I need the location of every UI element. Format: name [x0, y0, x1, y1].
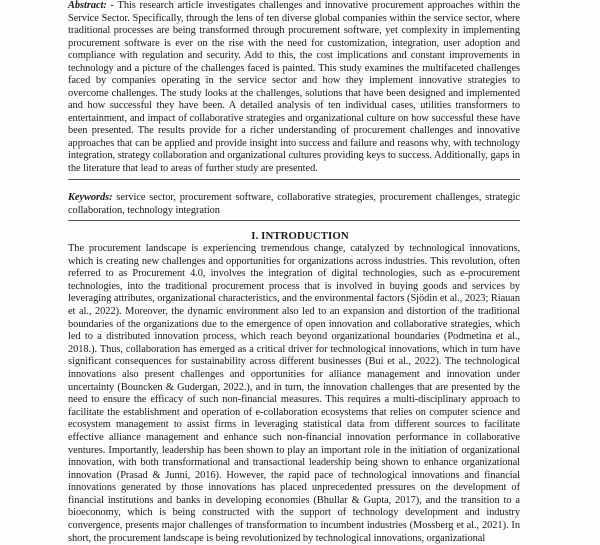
abstract-paragraph: [68, 0, 520, 175]
keywords-block: [68, 192, 520, 221]
abstract-block: [68, 0, 520, 180]
abstract-text: This research article investigates challenges and innovative procurement approaches within the Service Sector. Specifically, through the lens of ten diverse global companies within the service sector, where traditional processes are being transformed through procurement software, yet complexity in implementing procurement software is ever on the rise with the need for customization, integration, user adoption and compliance with regulation and security. Add to this, the cost implications and constant improvements in technology and a picture of the challenges faced is painted. This study examines the multifaceted challenges faced by companies operating in the service sector and how they implement innovative strategies to overcome challenges. The study looks at the challenges, solutions that have been designed and implemented and how successful they have been. A detailed analysis of ten individual cases, utilities transformers to entertainment, and impact of collaborative strategies and organizational culture on how successful these have been presented. The results provide for a richer understanding of procurement challenges and innovative approaches that can be applied and provide insight into success and failure and reasons why, with technology integration, strategy collaboration and organizational cultures providing keys to success. Additionally, gaps in the literature that lead to areas of further study are presented.: [68, 0, 521, 174]
keywords-text: service sector, procurement software, collaborative strategies, procurement challenges, strategic collaboration, technology integration: [68, 192, 520, 216]
abstract-label: Abstract: -: [68, 0, 114, 11]
keywords-label: Keywords:: [68, 192, 113, 203]
introduction-paragraph: The procurement landscape is experiencing tremendous change, catalyzed by technological innovations, which is creating new challenges and opportunities for organizations across industries. This revolution, often referred to as Procurement 4.0, involves the integration of digital technologies, such as e-procurement technologies, into the traditional procurement process that is involved in buying goods and services by leveraging attributes, organizational characteristics, and the environmental factors (Sjödin et al., 2023; Riauan et al., 2022). Moreover, the dynamic environment also led to an expansion and distortion of the traditional boundaries of the organizations due to the emergence of open innovation and collaborative strategies, which led to a distributed innovation process, which reach beyond organizational boundaries (Podmetina et al., 2018.). Thus, collaboration has emerged as a critical driver for technological innovations, which in turn have significant consequences for sustainability across different businesses (Bui et al., 2022). The technological innovations also present challenges and opportunities for alliance management and innovation under uncertainty (Bouncken & Gudergan, 2022.), and in turn, the innovation challenges that are presented by the need to ensure the efficacy of such non-financial measures. This requires a multi-disciplinary approach to facilitate the establishment and operation of e-collaboration ecosystems that relies on computer science and ecosystem management to assist firms in leveraging statistical data from different sources to facilitate effective alliance management and enhance such non-financial innovation performance in collaborative ventures. Importantly, leadership has been shown to play an important role in the initiation of organizational innovation, with both transformational and transactional leadership being shown to enhance organizational innovation (Prasad & Junni, 2016). However, the rapid pace of technological innovations and financial innovations generated by those innovations has placed unprecedented pressures on the development of financial institutions and banks in developing economies (Bhullar & Gupta, 2017), and the transition to a bioeconomy, which is being constructed with the support of technology development and industry convergence, presents major challenges of transformation to incumbent industries (Mossberg et al., 2021). In short, the procurement landscape is being revolutionized by technological innovations, organizational: [68, 243, 520, 544]
introduction-body: [68, 243, 520, 545]
section-heading: I. INTRODUCTION: [251, 230, 349, 242]
keywords-paragraph: [68, 192, 520, 217]
